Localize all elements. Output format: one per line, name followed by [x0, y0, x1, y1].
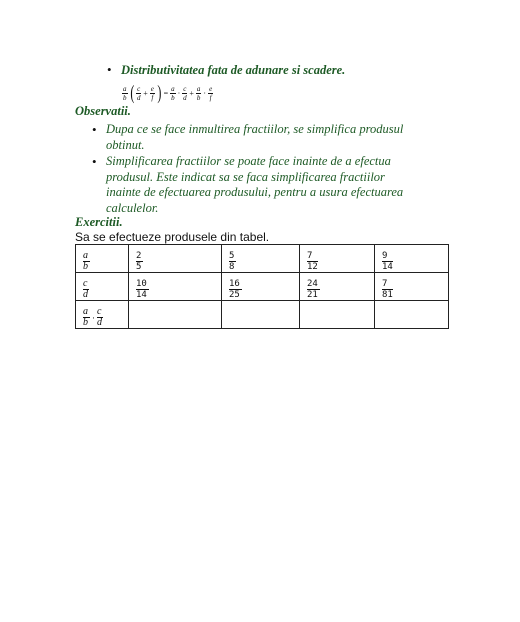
row-label-c-d: $\frac{c}{d}$ [76, 273, 129, 301]
row-label-a-b: $\frac{a}{b}$ [76, 245, 129, 273]
fraction-c-d-2: $\frac{c}{d}$ [183, 84, 187, 102]
exercises-instruction: Sa se efectueze produsele din tabel. [75, 230, 270, 244]
table-row [76, 273, 449, 301]
bullet-icon: • [92, 154, 97, 169]
row-label-product: a b · c d [76, 301, 129, 329]
fraction-a-b-2: $\frac{a}{b}$ [171, 84, 175, 102]
products-table [75, 244, 449, 329]
observations-heading: Observatii. [75, 104, 131, 118]
table-cell: $\frac{16}{25}$ [222, 273, 300, 301]
bullet-icon: • [92, 122, 97, 137]
answer-cell[interactable] [375, 301, 449, 329]
dot-sign: · [177, 88, 181, 98]
table-row [76, 301, 449, 329]
answer-cell[interactable] [300, 301, 375, 329]
answer-cell[interactable] [222, 301, 300, 329]
fraction-e-f-2: $\frac{e}{f}$ [209, 84, 213, 102]
table-cell: $\frac{5}{8}$ [222, 245, 300, 273]
table-cell: $\frac{7}{81}$ [375, 273, 449, 301]
observation-text-1: Dupa ce se face inmultirea fractiilor, se simplifica produsul obtinut. [106, 122, 404, 152]
observation-text-2: Simplificarea fractiilor se poate face inainte de a efectua produsul. Este indicat sa se faca simplificarea fractiilor inainte de efectuarea produsului, pentru a usura efectuarea calculelor. [106, 154, 404, 215]
equals-sign: = [163, 88, 169, 98]
table-cell: $\frac{7}{12}$ [300, 245, 375, 273]
table-cell: $\frac{2}{5}$ [129, 245, 222, 273]
table-cell: $\frac{24}{21}$ [300, 273, 375, 301]
observation-item-1 [92, 122, 403, 153]
plus-sign: + [143, 88, 148, 98]
observation-item-2 [92, 154, 403, 216]
distributivity-formula [121, 82, 214, 104]
exercises-heading: Exercitii. [75, 215, 123, 229]
left-paren: ( [129, 82, 134, 104]
plus-sign-2: + [189, 88, 194, 98]
fraction-a-b: $\frac{a}{b}$ [123, 84, 127, 102]
right-paren: ) [157, 82, 162, 104]
fraction-c-d: $\frac{c}{d}$ [136, 84, 141, 102]
fraction-a-b-3: $\frac{a}{b}$ [196, 84, 201, 102]
dot-sign-2: · [203, 88, 207, 98]
answer-cell[interactable] [129, 301, 222, 329]
distributivity-title: Distributivitatea fata de adunare si scadere. [121, 63, 346, 77]
distributivity-item [107, 62, 345, 78]
table-row [76, 245, 449, 273]
table-cell: $\frac{10}{14}$ [129, 273, 222, 301]
fraction-e-f: $\frac{e}{f}$ [150, 84, 154, 102]
table-cell: $\frac{9}{14}$ [375, 245, 449, 273]
bullet-icon: • [107, 62, 112, 77]
